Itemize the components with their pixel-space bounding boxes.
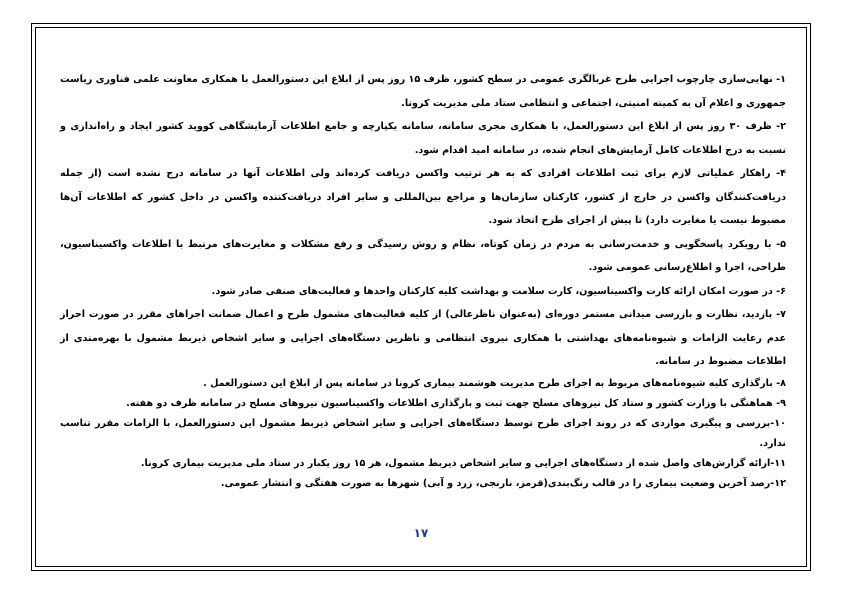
- list-item-1: ۱- نهایی‌سازی چارچوب اجرایی طرح غربالگری عمومی در سطح کشور، ظرف ۱۵ روز پس از ابلاغ این دستورالعمل با همکاری معاونت علمی فناوری ریاست جمهوری و اعلام آن به کمیته امنیتی، اجتماعی و انتظامی ستاد ملی مدیریت کرونا.: [60, 74, 786, 109]
- list-item-2: ۲- ظرف ۳۰ روز پس از ابلاغ این دستورالعمل، با همکاری مجری سامانه، سامانه یکپارچه و جامع اطلاعات آزمایشگاهی کووید کشور ایجاد و راه‌اندازی و نسبت به درج اطلاعات کامل آزمایش‌های انجام شده، در سامانه امید اقدام شود.: [60, 121, 787, 156]
- list-item-7: ۷- بازدید، نظارت و بازرسی میدانی مستمر دوره‌ای (به‌عنوان ناظرعالی) از کلیه فعالیت‌های مشمول طرح و اعمال ضمانت اجراهای مقرر در صورت احراز عدم رعایت الزامات و شیوه‌نامه‌های بهداشتی با همکاری نیروی انتظامی و ناظرین دستگاه‌های اجرایی و سایر اشخاص ذیربط مشمول با بهره‌مندی از اطلاعات مضبوط در سامانه.: [60, 309, 786, 367]
- document-body: [60, 68, 786, 494]
- list-item-6: ۶- در صورت امکان ارائه کارت واکسیناسیون، کارت سلامت و بهداشت کلیه کارکنان واحدها و فعالیت‌های صنفی صادر شود.: [211, 285, 786, 297]
- list-item-8: ۸- بارگذاری کلیه شیوه‌نامه‌های مربوط به اجرای طرح مدیریت هوشمند بیماری کرونا در سامانه پس از ابلاغ این دستورالعمل .: [203, 377, 786, 389]
- list-item-11: ۱۱-ارائه گزارش‌های واصل شده از دستگاه‌های اجرایی و سایر اشخاص ذیربط مشمول، هر ۱۵ روز یکبار در ستاد ملی مدیریت بیماری کرونا.: [140, 457, 786, 469]
- list-item-4: ۴- راهکار عملیاتی لازم برای ثبت اطلاعات افرادی که به هر ترتیب واکسن دریافت کرده‌اند ولی اطلاعات آنها در سامانه درج نشده است (از جمله دریافت‌کنندگان واکسن در خارج از کشور، کارکنان سازمان‌ها و مراجع بین‌المللی و سایر افراد دریافت‌کننده واکسن در داخل کشور که اطلاعات آن‌ها مضبوط نیست یا مغایرت دارد) تا پیش از اجرای طرح اتخاذ شود.: [60, 168, 786, 226]
- list-item-5: ۵- با رویکرد پاسخگویی و خدمت‌رسانی به مردم در زمان کوتاه، نظام و روش رسیدگی و رفع مشکلات و مغایرت‌های مرتبط با اطلاعات واکسیناسیون، طراحی، اجرا و اطلاع‌رسانی عمومی شود.: [60, 238, 786, 273]
- list-item-9: ۹- هماهنگی با وزارت کشور و ستاد کل نیروهای مسلح جهت ثبت و بارگذاری اطلاعات واکسیناسیون نیروهای مسلح در سامانه ظرف دو هفته.: [126, 397, 786, 409]
- page-number: ۱۷: [413, 526, 429, 540]
- list-item-12: ۱۲-رصد آخرین وضعیت بیماری را در قالب رنگ‌بندی(قرمز، نارنجی، زرد و آبی) شهرها به صورت هفتگی و انتشار عمومی.: [220, 477, 786, 489]
- list-item-10: ۱۰-بررسی و پیگیری مواردی که در روند اجرای طرح توسط دستگاه‌های اجرایی و سایر اشخاص ذیربط مشمول این دستورالعمل، با الزامات مقرر تناسب ندارد.: [60, 417, 786, 449]
